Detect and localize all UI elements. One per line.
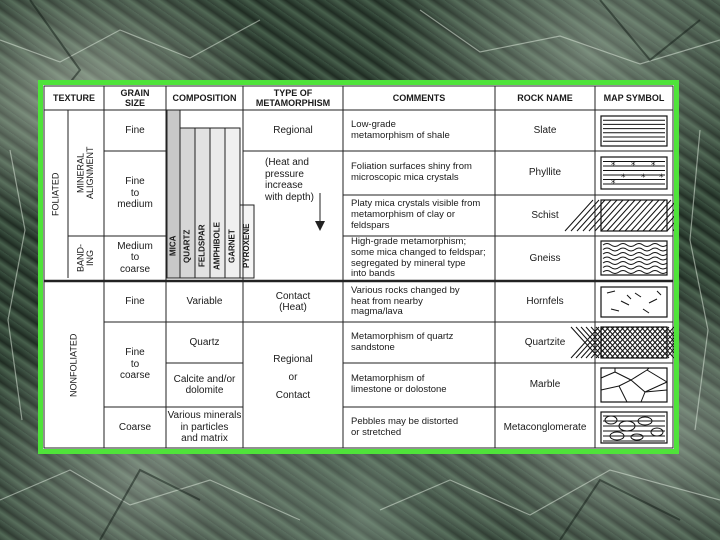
texture-foliated: FOLIATED — [50, 172, 61, 216]
comment-marble: Metamorphism of limestone or dolostone — [351, 373, 447, 395]
grain-fine-foliated: Fine — [125, 124, 145, 136]
header-texture: TEXTURE — [52, 92, 95, 103]
rock-phyllite: Phyllite — [528, 167, 562, 179]
svg-text:*: * — [631, 161, 636, 171]
comment-metaconglomerate: Pebbles may be distorted or stretched — [351, 415, 459, 438]
rock-slate: Slate — [533, 124, 557, 136]
composition-various-minerals: Various minerals in particles and matrix — [167, 410, 242, 445]
header-grain-size: GRAIN SIZE — [120, 87, 150, 108]
header-comments: COMMENTS — [392, 92, 446, 103]
type-regional: Regional — [273, 124, 313, 136]
svg-text:*: * — [611, 179, 616, 189]
mineral-label-garnet: GARNET — [227, 229, 237, 263]
header-composition: COMPOSITION — [172, 92, 237, 103]
table-frame — [38, 80, 679, 454]
rock-metaconglomerate: Metaconglomerate — [503, 421, 587, 433]
texture-banding: BAND- ING — [75, 244, 95, 273]
mineral-label-quartz: QUARTZ — [182, 229, 192, 263]
header-type-of-metamorphism: TYPE OF METAMORPHISM — [255, 87, 331, 108]
grain-fine-to-coarse: Fine to coarse — [119, 347, 150, 382]
texture-nonfoliated: NONFOLIATED — [68, 333, 79, 397]
grain-fine-nonfoliated: Fine — [125, 296, 145, 308]
rock-quartzite: Quartzite — [524, 336, 566, 348]
header-map-symbol: MAP SYMBOL — [603, 92, 665, 103]
map-symbol-marble — [601, 368, 667, 402]
map-symbol-hornfels — [601, 287, 667, 317]
comment-quartzite: Metamorphism of quartz sandstone — [351, 330, 454, 353]
rock-schist: Schist — [531, 209, 559, 221]
type-contact-heat: Contact (Heat) — [275, 290, 311, 313]
svg-text:*: * — [659, 173, 664, 183]
comment-slate: Low-grade metamorphism of shale — [351, 118, 450, 141]
grain-medium-to-coarse: Medium to coarse — [117, 240, 153, 275]
header-rock-name: ROCK NAME — [517, 92, 573, 103]
mineral-label-amphibole: AMPHIBOLE — [212, 222, 222, 270]
rock-marble: Marble — [529, 379, 561, 391]
mineral-label-feldspar: FELDSPAR — [197, 224, 207, 268]
composition-calcite-dolomite: Calcite and/or dolomite — [173, 373, 236, 396]
metamorphic-rock-table — [43, 85, 674, 449]
map-symbol-gneiss — [601, 241, 667, 275]
map-symbol-metaconglomerate — [601, 412, 667, 443]
mineral-label-pyroxene: PYROXENE — [241, 223, 251, 269]
mineral-label-mica: MICA — [168, 235, 178, 257]
composition-variable: Variable — [186, 296, 223, 308]
comment-gneiss: High-grade metamorphism; some mica changed to feldspar; segregated by mineral type into bands — [351, 235, 486, 280]
type-regional-or-contact: Regional or Contact — [273, 354, 313, 401]
grain-fine-to-medium: Fine to medium — [117, 176, 153, 211]
map-symbol-slate — [601, 116, 667, 146]
rock-gneiss: Gneiss — [529, 252, 561, 264]
texture-mineral-alignment: MINERAL ALIGNMENT — [75, 146, 95, 200]
comment-phyllite: Foliation surfaces shiny from microscopic mica crystals — [351, 161, 472, 183]
comment-hornfels: Various rocks changed by heat from nearby magma/lava — [351, 284, 460, 318]
svg-text:*: * — [621, 173, 626, 183]
rock-hornfels: Hornfels — [526, 296, 564, 308]
composition-quartz: Quartz — [189, 336, 220, 348]
svg-text:*: * — [611, 161, 616, 171]
comment-schist: Platy mica crystals visible from metamorphism of clay or feldspars — [351, 198, 481, 231]
map-symbol-phyllite — [601, 157, 667, 189]
grain-coarse: Coarse — [118, 421, 152, 433]
svg-text:*: * — [651, 161, 656, 171]
type-regional-note: (Heat and pressure increase with depth) — [265, 157, 314, 203]
svg-text:*: * — [641, 173, 646, 183]
